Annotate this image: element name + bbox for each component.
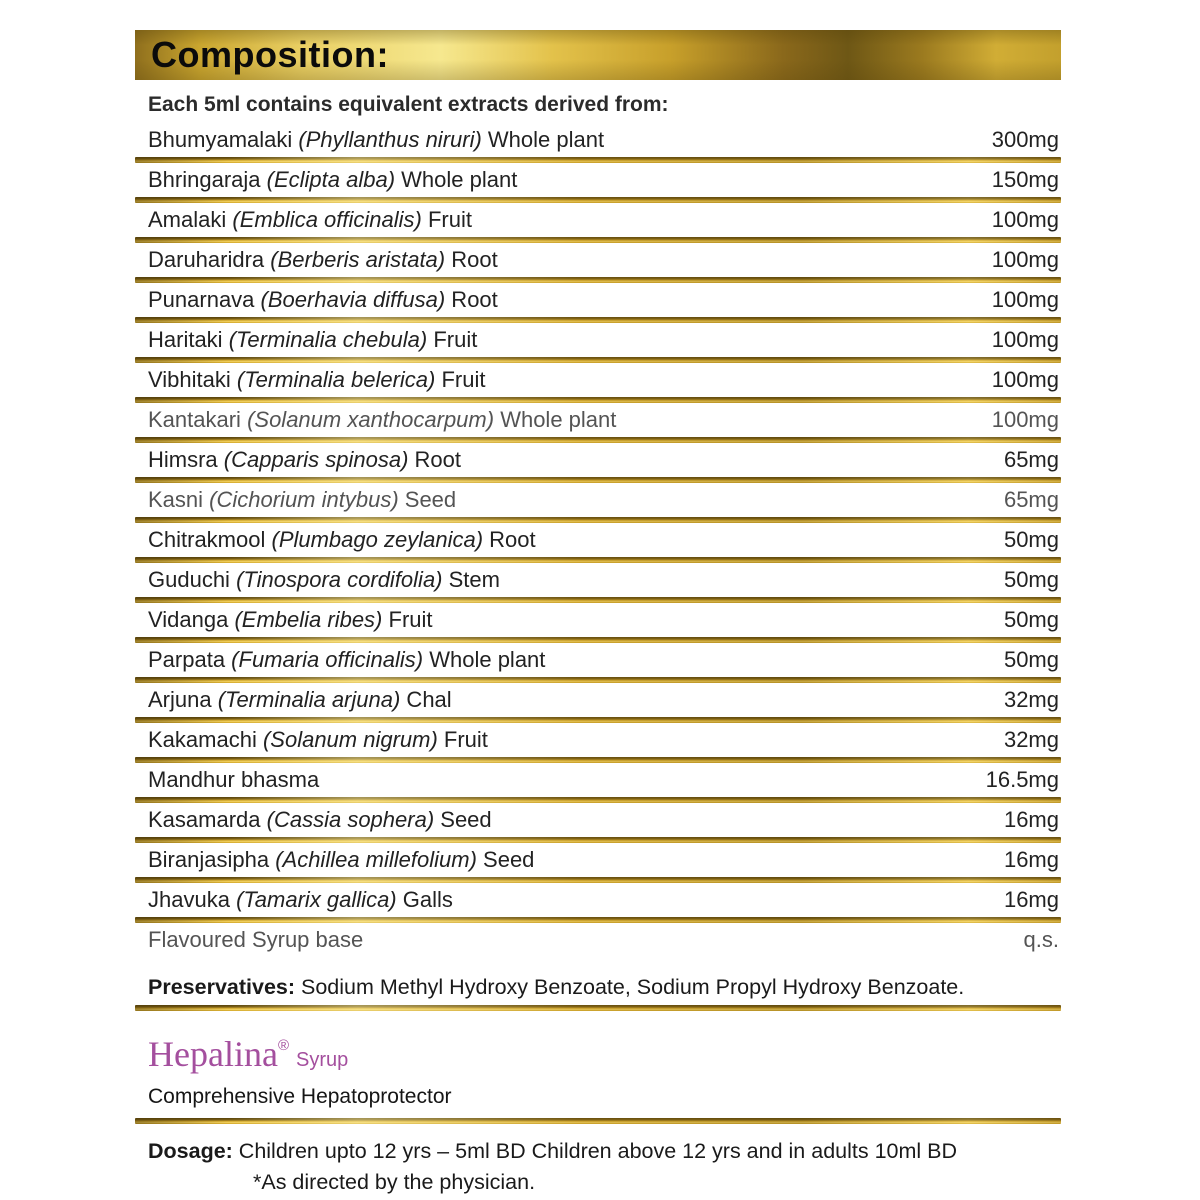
ingredient-name: Kasni <box>148 487 204 512</box>
ingredient-amount: 50mg <box>1003 567 1059 592</box>
ingredient-botanical-name: (Terminalia belerica) <box>230 367 436 392</box>
dosage-line <box>135 1139 1061 1164</box>
ingredient-row <box>135 323 1061 357</box>
ingredient-plant-part: Root <box>445 287 498 312</box>
ingredient-plant-part: Root <box>408 447 462 472</box>
ingredient-amount: 100mg <box>991 327 1059 352</box>
ingredient-plant-part: Galls <box>396 887 453 912</box>
ingredient-row <box>135 363 1061 397</box>
dosage-note: *As directed by the physician. <box>253 1170 536 1194</box>
ingredient-amount: 100mg <box>991 407 1059 432</box>
brand-name: Hepalina <box>148 1034 278 1074</box>
ingredient-plant-part: Whole plant <box>481 127 605 152</box>
ingredient-amount: 50mg <box>1003 607 1059 632</box>
ingredient-row <box>135 403 1061 437</box>
ingredient-name: Chitrakmool <box>148 527 266 552</box>
ingredient-text <box>148 167 517 193</box>
ingredient-plant-part: Seed <box>398 487 457 512</box>
ingredient-plant-part: Seed <box>434 807 492 832</box>
brand-form: Syrup <box>296 1049 349 1071</box>
ingredient-amount: 65mg <box>1003 487 1059 512</box>
ingredient-botanical-name: (Cichorium intybus) <box>203 487 399 512</box>
ingredient-plant-part: Chal <box>400 687 452 712</box>
ingredient-plant-part: Root <box>483 527 536 552</box>
ingredient-botanical-name: (Cassia sophera) <box>260 807 435 832</box>
ingredient-plant-part: Fruit <box>382 607 433 632</box>
brand-tagline: Comprehensive Hepatoprotector <box>148 1085 452 1108</box>
ingredient-plant-part: Seed <box>476 847 535 872</box>
ingredient-text <box>148 527 536 553</box>
ingredient-botanical-name: (Emblica officinalis) <box>226 207 422 232</box>
ingredient-name: Jhavuka <box>148 887 230 912</box>
ingredient-row <box>135 643 1061 677</box>
brand-block <box>135 1027 1061 1109</box>
ingredient-name: Vidanga <box>148 607 229 632</box>
brand-line <box>148 1027 1061 1081</box>
ingredient-text <box>148 727 488 753</box>
preservatives-divider <box>135 1005 1061 1011</box>
composition-panel <box>135 30 1061 1195</box>
ingredient-name: Flavoured Syrup base <box>148 927 364 952</box>
ingredient-row <box>135 563 1061 597</box>
ingredient-botanical-name: (Fumaria officinalis) <box>225 647 424 672</box>
ingredient-plant-part: Fruit <box>437 727 488 752</box>
ingredient-amount: 100mg <box>991 367 1059 392</box>
ingredient-amount: 32mg <box>1003 687 1059 712</box>
ingredient-text <box>148 887 453 913</box>
ingredients-table <box>135 123 1061 957</box>
ingredient-botanical-name: (Tamarix gallica) <box>229 887 397 912</box>
ingredient-text <box>148 247 498 273</box>
ingredient-botanical-name: (Eclipta alba) <box>260 167 396 192</box>
ingredient-text <box>148 807 492 833</box>
ingredient-amount: 32mg <box>1003 727 1059 752</box>
ingredient-name: Arjuna <box>148 687 212 712</box>
ingredient-row <box>135 923 1061 957</box>
ingredient-botanical-name: (Solanum nigrum) <box>256 727 438 752</box>
registered-trademark-symbol: ® <box>277 1037 289 1054</box>
ingredient-row <box>135 243 1061 277</box>
ingredient-botanical-name: (Tinospora cordifolia) <box>229 567 443 592</box>
ingredient-amount: 16mg <box>1003 807 1059 832</box>
ingredient-botanical-name: (Boerhavia diffusa) <box>254 287 446 312</box>
ingredient-text <box>148 207 472 233</box>
ingredient-plant-part: Root <box>445 247 498 272</box>
ingredient-amount: 65mg <box>1003 447 1059 472</box>
ingredient-plant-part: Fruit <box>435 367 486 392</box>
composition-title: Composition: <box>151 34 389 75</box>
ingredient-amount: 16mg <box>1003 847 1059 872</box>
ingredient-plant-part: Whole plant <box>423 647 546 672</box>
ingredient-text <box>148 127 604 153</box>
dosage-label: Dosage: <box>148 1139 233 1163</box>
ingredient-name: Daruharidra <box>148 247 265 272</box>
dosage-text: Children upto 12 yrs – 5ml BD Children above 12 yrs and in adults 10ml BD <box>232 1139 958 1163</box>
ingredient-text <box>148 847 534 873</box>
ingredient-text <box>148 687 452 713</box>
ingredient-row <box>135 163 1061 197</box>
ingredient-row <box>135 203 1061 237</box>
ingredient-botanical-name: (Phyllanthus niruri) <box>292 127 482 152</box>
ingredient-name: Kakamachi <box>148 727 257 752</box>
ingredient-botanical-name: (Berberis aristata) <box>264 247 446 272</box>
ingredient-name: Haritaki <box>148 327 223 352</box>
ingredient-text <box>148 487 456 513</box>
ingredient-amount: 150mg <box>991 167 1059 192</box>
ingredient-row <box>135 843 1061 877</box>
preservatives-line <box>135 975 1061 1000</box>
ingredient-name: Biranjasipha <box>148 847 270 872</box>
ingredient-name: Guduchi <box>148 567 230 592</box>
ingredient-amount: 50mg <box>1003 647 1059 672</box>
ingredient-row <box>135 683 1061 717</box>
ingredient-text <box>148 607 433 633</box>
ingredient-botanical-name: (Terminalia chebula) <box>222 327 428 352</box>
ingredient-name: Bhumyamalaki <box>148 127 293 152</box>
ingredient-name: Himsra <box>148 447 218 472</box>
ingredient-name: Kasamarda <box>148 807 261 832</box>
ingredient-name: Bhringaraja <box>148 167 261 192</box>
ingredient-amount: 50mg <box>1003 527 1059 552</box>
ingredient-amount: 300mg <box>991 127 1059 152</box>
ingredient-botanical-name: (Terminalia arjuna) <box>211 687 401 712</box>
ingredient-botanical-name: (Embelia ribes) <box>228 607 383 632</box>
ingredient-plant-part: Stem <box>442 567 500 592</box>
preservatives-text: Sodium Methyl Hydroxy Benzoate, Sodium Propyl Hydroxy Benzoate. <box>295 975 965 999</box>
ingredient-amount: 100mg <box>991 247 1059 272</box>
ingredient-botanical-name: (Capparis spinosa) <box>217 447 409 472</box>
ingredient-plant-part: Fruit <box>421 207 472 232</box>
ingredient-row <box>135 723 1061 757</box>
ingredient-amount: 100mg <box>991 207 1059 232</box>
ingredient-text <box>148 407 616 433</box>
ingredient-text <box>148 447 461 473</box>
ingredient-plant-part: Whole plant <box>494 407 617 432</box>
tagline-divider <box>135 1118 1061 1124</box>
ingredient-row <box>135 763 1061 797</box>
ingredient-amount: q.s. <box>1023 927 1059 952</box>
ingredient-name: Vibhitaki <box>148 367 231 392</box>
ingredient-amount: 16mg <box>1003 887 1059 912</box>
ingredient-botanical-name: (Achillea millefolium) <box>269 847 477 872</box>
ingredient-row <box>135 883 1061 917</box>
ingredient-amount: 16.5mg <box>985 767 1059 792</box>
ingredient-plant-part: Fruit <box>427 327 478 352</box>
ingredient-row <box>135 123 1061 157</box>
ingredient-plant-part: Whole plant <box>395 167 518 192</box>
ingredient-text <box>148 767 319 793</box>
ingredient-row <box>135 603 1061 637</box>
ingredient-row <box>135 443 1061 477</box>
ingredient-text <box>148 367 486 393</box>
ingredient-name: Parpata <box>148 647 226 672</box>
ingredient-text <box>148 327 477 353</box>
ingredient-name: Kantakari <box>148 407 241 432</box>
ingredient-botanical-name: (Solanum xanthocarpum) <box>240 407 495 432</box>
ingredient-row <box>135 483 1061 517</box>
preservatives-label: Preservatives: <box>148 975 296 999</box>
ingredient-botanical-name: (Plumbago zeylanica) <box>265 527 484 552</box>
composition-banner <box>135 30 1061 80</box>
ingredient-text <box>148 927 363 953</box>
ingredient-text <box>148 647 545 673</box>
ingredient-row <box>135 803 1061 837</box>
ingredient-amount: 100mg <box>991 287 1059 312</box>
ingredient-text <box>148 287 498 313</box>
ingredient-name: Punarnava <box>148 287 255 312</box>
ingredient-text <box>148 567 500 593</box>
ingredient-name: Mandhur bhasma <box>148 767 320 792</box>
ingredient-name: Amalaki <box>148 207 227 232</box>
ingredient-row <box>135 283 1061 317</box>
composition-subtitle: Each 5ml contains equivalent extracts derived from: <box>148 93 669 116</box>
ingredient-row <box>135 523 1061 557</box>
